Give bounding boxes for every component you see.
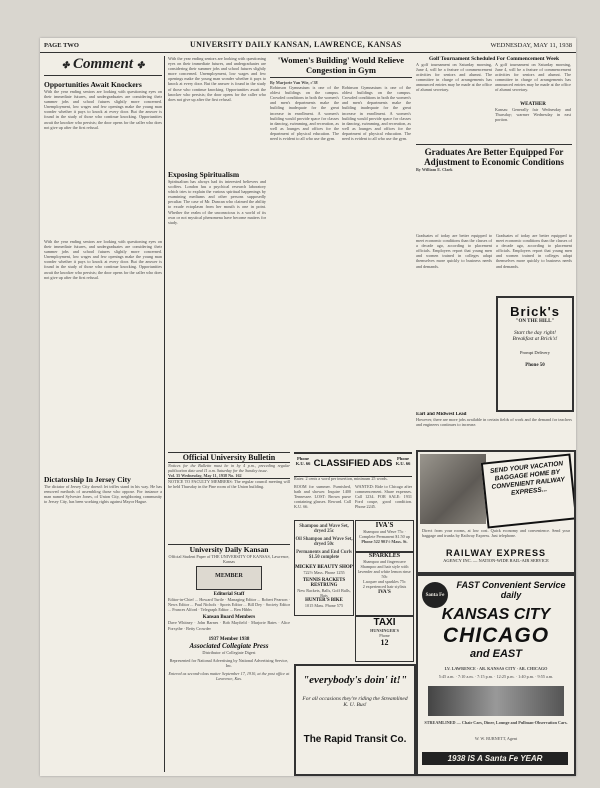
staff-heading: Editorial Staff <box>213 592 245 598</box>
weather-heading: WEATHER <box>520 102 546 107</box>
golf-text: A golf tournament on Saturday morning, June 4, will be a feature of commencement activities for seniors and alumni. The committee in charge of arrangements has announced entries may be made at the office of alumni secretary. <box>416 62 492 93</box>
santa-fe-chicago: CHICAGO <box>442 624 550 647</box>
express-agency: AGENCY INC. <box>443 558 472 563</box>
bulletin-intro: Notices for the Bulletin must be in by 4 p.m., preceding regular publication date and 11 a.m. Saturday for the Sunday issue. <box>168 463 290 474</box>
grads-byline: By William E. Clark <box>416 167 453 172</box>
board-list: Dave Whitney · John Barnes · Bob Mayfield · Marjorie Bates · Alice Forsythe · Betty Crowder <box>168 620 290 631</box>
bricks-line: Breakfast at Brick's! <box>512 336 558 342</box>
santa-fe-east: and EAST <box>470 648 522 660</box>
express-sub: NATION-WIDE RAIL-AIR SERVICE <box>478 558 549 563</box>
sparkles-ad <box>355 552 414 616</box>
comment-header: Comment <box>72 56 133 72</box>
santa-fe-agent: W. W. BURNETT, Agent <box>474 736 518 741</box>
member-label: MEMBER <box>215 573 243 580</box>
grads-story-cont <box>496 233 572 293</box>
gym-headline: 'Women's Building' Would Relieve Congestion in Gym <box>270 56 412 78</box>
editorial-text: With the year ending seniors are looking with questioning eyes on their immediate futures, and undergraduates are considering their summer jobs and school futures slightly more concerned. Unemployment, low wages and few openings make the young man wonder whether it pays to knock at every door. But the answer is found in the study of those who continue knocking. Opportunities await the knocker who persists; the door opens for the caller who does not give up after the first refusal. <box>44 89 162 130</box>
hunter-name: HUNTER'S BIKE <box>305 597 343 603</box>
rapid-transit-ad <box>294 664 416 776</box>
editorial-headline: Opportunities Await Knockers <box>44 80 142 89</box>
gym-byline: By Marjorie Van Wie, c'38 <box>270 80 318 85</box>
sparkles-line: Lacquer and sparkles 75c <box>363 579 406 585</box>
column-divider <box>164 56 165 772</box>
board-heading: Kansan Board Members <box>202 615 256 621</box>
express-caption: Direct from your rooms, at low cost. Quick economy and convenience. Send your baggage and trunks by Railway Express. Just telephone. <box>422 528 570 539</box>
rapid-name: The Rapid Transit Co. <box>303 734 407 745</box>
gym-story <box>270 56 412 448</box>
ivas-name: IVA'S <box>375 521 394 529</box>
mickey-item: Oil Shampoo and Wave Set, dryed 50c <box>295 537 353 548</box>
tennis-line: New Rackets, Balls, Golf Balls, Bats <box>297 587 351 598</box>
santa-fe-times: 5:45 a.m. · 7:10 a.m. · 7:15 p.m. · 12:25 p.m. · 1:40 p.m. · 9:55 a.m. <box>438 674 554 679</box>
comment-ornament-icon: ✤ <box>136 60 145 70</box>
classified-rates: Rates: 2 cents a word per insertion, minimum 25 words. <box>294 476 388 481</box>
editorial-headline: Dictatorship In Jersey City <box>44 475 131 484</box>
editorial-text: The dictator of Jersey City doesn't let trifles stand in his way. He has removed methods of assembling those who oppose. For instance a man named Sylvester Jones, of Union City, neighboring community to Jersey City, has been working rights against Mayor Hague. <box>44 484 162 505</box>
bulletin-text: NOTICE TO FACULTY MEMBERS: The regular council meeting will be held Thursday in the Pine room of the Union building. <box>168 479 290 490</box>
staff-list: Editor-in-Chief ... Howard Turtle · Managing Editor ... Robert Pearson · News Editor ... Paul Nichols · Sports Editor ... Bill Dey · Society Editor ... Frances Alford · Telegraph Editor ... Ben Hibbs <box>168 597 290 613</box>
udk-sub: Official Student Paper of THE UNIVERSITY OF KANSAS, Lawrence, Kansas <box>168 554 290 565</box>
bricks-delivery: Prompt Delivery <box>519 350 551 355</box>
taxi-phone-label: Phone <box>379 633 390 639</box>
entry-note: Entered as second-class matter September 17, 1910, at the post office at Lawrence, Kas. <box>168 670 290 682</box>
mickey-beauty-ad <box>294 520 354 616</box>
newspaper-page <box>40 38 576 776</box>
golf-headline: Golf Tournament Scheduled For Commencement Week <box>428 56 560 62</box>
udk-staff-box <box>168 544 290 772</box>
assoc-press: Associated Collegiate Press <box>189 641 269 650</box>
hunter-phone: 1015 Mass. Phone 575 <box>304 602 344 608</box>
santa-fe-logo: Santa Fe <box>422 582 448 608</box>
comment-column <box>44 56 162 772</box>
streamliner-photo <box>428 686 564 716</box>
tennis-heading: TENNIS RACKETS RESTRUNG <box>302 577 346 588</box>
golf-text-cont: A golf tournament on Saturday morning, June 4, will be a feature of commencement activities for seniors and alumni. The committee in charge of arrangements has announced entries may be made at the office of alumni secretary. <box>495 62 571 93</box>
bricks-phone: Phone 50 <box>525 363 545 368</box>
santa-fe-ad <box>416 574 576 776</box>
gym-text-cont: Robinson Gymnasium is one of the oldest buildings on the campus. Crowded conditions in both the women's and men's departments make the building inadequate for the great increase in enrollment. A women's building would provide space for classes in dancing, swimming, and recreation, as well as lounges and offices for the department of physical education. The need is evident to all who use the gym. <box>342 85 411 142</box>
column-two <box>168 56 266 448</box>
sparkles-line: Shampoo and fingerwave <box>363 559 406 564</box>
issue-date: WEDNESDAY, MAY 11, 1938 <box>490 42 572 49</box>
bricks-ad <box>496 296 574 412</box>
bricks-line: Start the day right! <box>513 330 556 336</box>
editorial-text: With the year ending seniors are looking with questioning eyes on their immediate futures, and undergraduates are considering their summer jobs and school futures slightly more concerned. Unemployment, low wages and few openings make the young man wonder whether it pays to knock at every door. But the answer is found in the study of those who continue knocking. Opportunities await the knocker who persists; the door opens for the caller who does not give up after the first refusal. <box>168 56 266 102</box>
comment-ornament-icon: ✤ <box>61 60 70 70</box>
bulletin <box>168 452 290 542</box>
mickey-name: MICKEY BEAUTY SHOP <box>295 564 353 570</box>
golf-story <box>416 56 572 231</box>
sparkles-line: Shampoo and hair style with lavender and white lemon rinse 50c <box>358 564 411 580</box>
mickey-item: Permanents and End Curls $1.50 complete <box>296 550 352 561</box>
member-year: 1937 Member 1938 <box>208 636 250 642</box>
express-sign-text: SEND YOUR VACATION BAGGAGE HOME BY CONVENIENT RAILWAY EXPRESS... <box>489 460 566 497</box>
member-badge <box>196 566 262 590</box>
classified-column: ROOM for summer. Furnished, bath and shower. Inquire 1400 Tennessee. LOST: Brown purse containing glasses. Reward. Call K.U. 66. <box>294 484 351 510</box>
student-photo <box>420 454 486 524</box>
taxi-company: HUNSINGER'S <box>370 628 399 633</box>
grads-headline: Graduates Are Better Equipped For Adjustment to Economic Conditions <box>416 144 572 167</box>
ivas-ad <box>355 520 414 552</box>
masthead <box>40 38 576 53</box>
grads-sub <box>416 412 572 448</box>
express-brand: RAILWAY EXPRESS <box>445 548 547 558</box>
editorial-text-filler: With the year ending seniors are looking with questioning eyes on their immediate futures, and undergraduates are considering their summer jobs and school futures slightly more concerned. Unemployment, low wages and few openings make the young man wonder whether it pays to knock at every door. But the answer is found in the study of those who continue knocking. Opportunities await the knocker who persists; the door opens for the caller who does not give up after the first refusal. <box>44 239 162 280</box>
sparkles-line: 2 experienced hair stylists <box>362 584 407 590</box>
grads-text: Graduates of today are better equipped to meet economic conditions than the classes of a decade ago, according to placement officials. Employers report that young men and women trained in colleges adapt themselves more quickly to business needs and demands. <box>416 233 492 269</box>
grads-text-cont: Graduates of today are better equipped to meet economic conditions than the classes of a decade ago, according to placement officials. Employers report that young men and women trained in colleges adapt themselves more quickly to business needs and demands. <box>496 233 572 269</box>
editorial-text: Spiritualism has always had its interested believers and scoffers. London has a psychical research laboratory which tries to explain the various spiritual happenings by examining mediums and other persons supposedly peculiar. The case of Mr. Duncan who claimed the ability to exude ectoplasm from her mouth is one in point. Whether the realm of the unconscious is a world of its own or not mystical phenomena have become matters for study. <box>168 179 266 225</box>
classified-title: CLASSIFIED ADS <box>313 458 393 469</box>
taxi-ad <box>355 616 414 662</box>
newspaper-title: UNIVERSITY DAILY KANSAN, LAWRENCE, KANSAS <box>190 40 402 49</box>
rapid-sub: For all occasions they're riding the Streamlined K. U. Bus! <box>302 696 408 708</box>
santa-fe-h1: FAST Convenient Service daily <box>456 580 566 600</box>
gym-text: Robinson Gymnasium is one of the oldest buildings on the campus. Crowded conditions in both the women's and men's departments make the building inadequate for the great increase in enrollment. A women's building would provide space for classes in dancing, swimming, and recreation, as well as lounges and offices for the department of physical education. The need is evident to all who use the gym. <box>270 85 339 142</box>
taxi-phone: 12 <box>380 638 389 648</box>
bricks-tag: "ON THE HILL" <box>515 319 555 324</box>
collegiate-digest: Distributor of Collegiate Digest <box>202 649 256 655</box>
udk-title: University Daily Kansan <box>168 544 290 554</box>
rapid-slogan: "everybody's doin' it!" <box>303 674 407 686</box>
bricks-name: Brick's <box>510 304 560 319</box>
classified-column: WANTED: Ride to Chicago after commencement. Share expenses. Call 1234. FOR SALE: 1931 Ford coupe, good condition. Phone 2245. <box>355 484 412 510</box>
grads-text2: However, there are more jobs available in certain fields of work and the demand for teachers and engineers continues to increase. <box>416 417 572 428</box>
taxi-title: TAXI <box>373 617 396 628</box>
santa-fe-year: 1938 IS A Santa Fe YEAR <box>422 752 568 765</box>
express-sign <box>481 453 576 528</box>
bulletin-title: Official University Bulletin <box>168 452 290 463</box>
weather-text: Kansas: Generally fair Wednesday and Thursday; warmer Wednesday in east portion. <box>495 107 571 123</box>
sparkles-brand: IVA'S <box>378 589 391 595</box>
railway-express-ad: SEND YOUR VACATION BAGGAGE HOME BY CONVENIENT RAILWAY EXPRESS... Direct from your rooms, at low cost. Quick economy and convenience. Send your baggage and trunks by Railway Express. Just telephone. RAILWAY EXPRESS AGENCY INC. — NATION-WIDE RAIL-AIR SERVICE <box>416 450 576 574</box>
classified-phone-right: Phone K.U. 66 <box>395 456 411 466</box>
bulletin-vol: Vol. 35 Wednesday, May 11, 1938 No. 162 <box>168 473 290 479</box>
mickey-item: Shampoo and Wave Set, dryed 25c <box>299 524 349 535</box>
santa-fe-stream: STREAMLINED — Chair Cars, Diner, Lounge and Pullman-Observation Cars. <box>424 720 568 725</box>
page-number: PAGE TWO <box>44 42 79 49</box>
grads-subhead: Earl and Midwest Lead <box>416 412 467 417</box>
classified-phone-left: Phone K.U. 66 <box>295 456 311 466</box>
santa-fe-schedule: LV. LAWRENCE · AR. KANSAS CITY · AR. CHICAGO <box>444 666 548 671</box>
sparkles-title: SPARKLES <box>368 553 401 559</box>
ivas-phone: Phone 522 901½ Mass. St. <box>361 539 408 545</box>
santa-fe-kc: KANSAS CITY <box>441 606 551 623</box>
mickey-phone: 722½ Mass. Phone 1255 <box>303 569 345 575</box>
classified-header <box>294 452 412 477</box>
editorial-headline: Exposing Spiritualism <box>168 170 240 179</box>
national-ads: Represented for National Advertising by National Advertising Service, Inc. <box>169 657 289 668</box>
ivas-line: Shampoo and Wave 75c · Complete Permanent $1.50 up <box>359 529 410 540</box>
